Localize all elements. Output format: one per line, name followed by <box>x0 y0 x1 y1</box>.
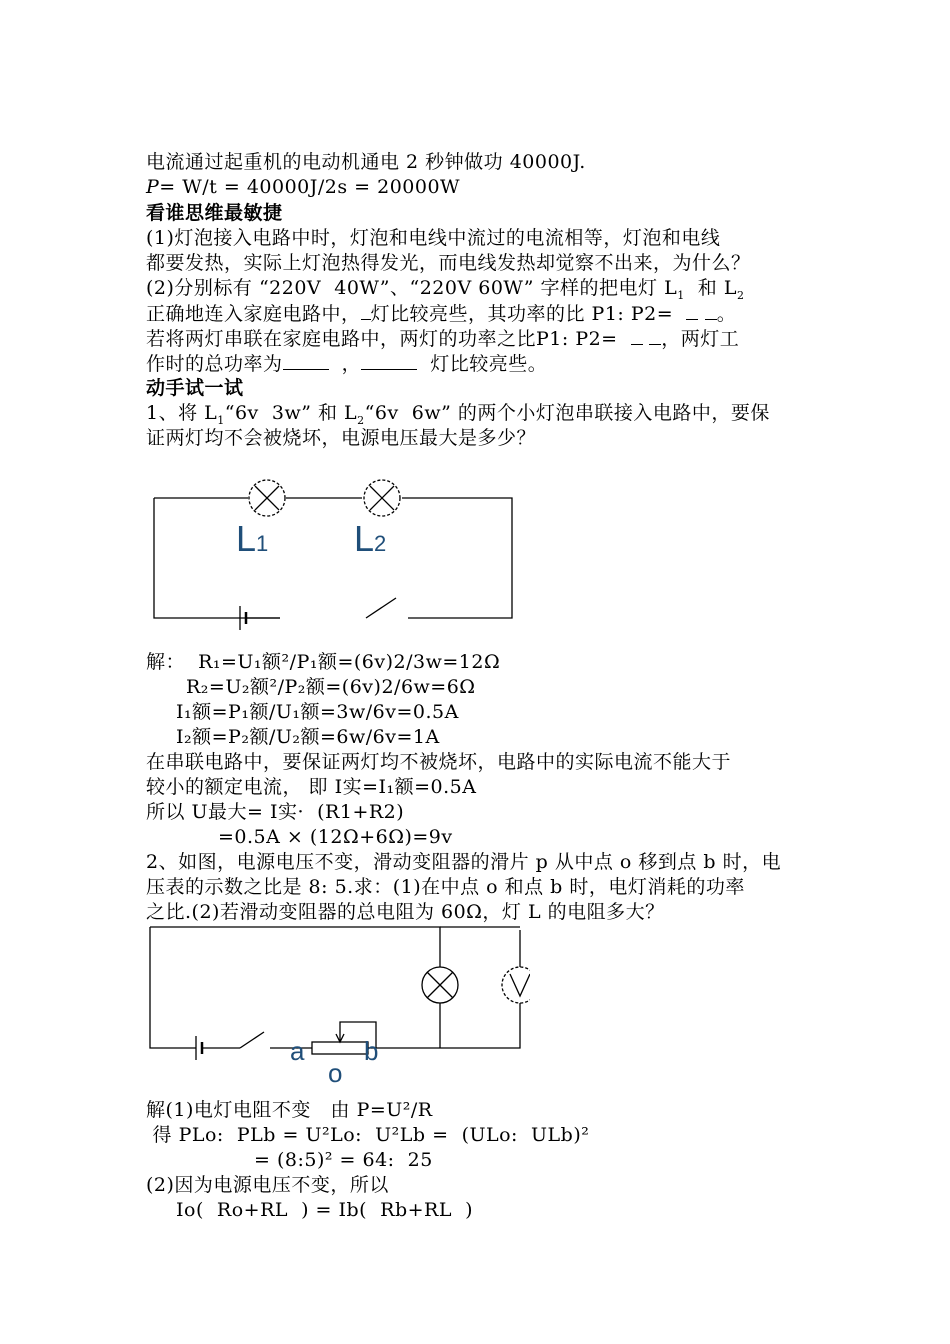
solution-1-line-2: R₂=U₂额²/P₂额=(6v)2/6w=6Ω <box>186 676 476 698</box>
circuit-diagram-2 <box>140 920 530 1080</box>
q2-b3: 。 <box>716 303 737 325</box>
answer-blank[interactable] <box>686 301 698 320</box>
lamp-l2-icon <box>364 480 400 516</box>
label-l2-sub: 2 <box>374 531 387 556</box>
section-heading-1: 看谁思维最敏捷 <box>146 202 283 224</box>
rheostat <box>312 1042 368 1054</box>
question-1-line-2: 都要发热，实际上灯泡热得发光，而电线发热却觉察不出来，为什么？ <box>146 252 751 274</box>
solution-2-line-5: Io( Ro+RL ) = Ib( Rb+RL ) <box>176 1199 473 1221</box>
switch <box>366 598 396 618</box>
wire <box>150 927 196 1048</box>
solution-2-line-2: 得 PLo: PLb = U²Lo: U²Lb = (ULo: ULb)² <box>146 1124 590 1146</box>
answer-blank[interactable] <box>283 351 329 370</box>
label-l2 <box>354 518 386 560</box>
p1-sub-1: 1 <box>217 413 225 427</box>
solution-2-line-3: = (8:5)² = 64: 25 <box>254 1149 433 1171</box>
solution-2-line-1: 解(1)电灯电阻不变 由 P=U²/R <box>146 1099 433 1121</box>
label-o: o <box>328 1058 343 1088</box>
intro-line-1: 电流通过起重机的电动机通电 2 秒钟做功 40000J. <box>146 151 586 173</box>
q2-c2: ，两灯工 <box>661 328 740 350</box>
q2-d3: 灯比较亮些。 <box>417 353 548 375</box>
solution-2-line-4: (2)因为电源电压不变，所以 <box>146 1174 389 1196</box>
q2-sub-1: 1 <box>677 288 685 302</box>
q2-b1: 正确地连入家庭电路中， <box>146 303 361 325</box>
intro-line-2 <box>146 175 460 199</box>
problem-1-line-2: 证两灯均不会被烧坏，电源电压最大是多少？ <box>146 427 537 449</box>
question-2-line-3 <box>146 326 739 351</box>
lamp-l1-icon <box>249 480 285 516</box>
label-l1-sub: 1 <box>256 531 269 556</box>
wire <box>402 498 512 618</box>
p1-a1: 1、将 L <box>146 402 218 424</box>
problem-2-line-3: 之比.(2)若滑动变阻器的总电阻为 60Ω，灯 L 的电阻多大？ <box>146 901 665 923</box>
label-b: b <box>364 1036 379 1066</box>
solution-1-line-7: 所以 U最大= I实· (R1+R2) <box>146 801 405 823</box>
p1-a3: “6v 6w” 的两个小灯泡串联接入电路中，要保 <box>364 402 770 424</box>
q2-text-a: (2)分别标有 “220V 40W”、“220V 60W” 字样的把电灯 L <box>146 277 678 299</box>
voltmeter-icon <box>502 967 530 1003</box>
answer-blank[interactable] <box>361 301 371 320</box>
problem-2-line-1: 2、如图，电源电压不变，滑动变阻器的滑片 p 从中点 o 移到点 b 时，电 <box>146 851 782 873</box>
label-l1-letter: L <box>236 518 257 559</box>
lamp-icon <box>422 967 458 1003</box>
q2-sub-2: 2 <box>736 288 745 302</box>
q2-b2: 灯比较亮些，其功率的比 P1: P2= <box>370 303 687 325</box>
problem-2-line-2: 压表的示数之比是 8: 5.求：(1)在中点 o 和点 b 时，电灯消耗的功率 <box>146 876 745 898</box>
solution-1-line-1: 解： R₁=U₁额²/P₁额=(6v)2/3w=12Ω <box>146 651 501 673</box>
answer-blank[interactable] <box>705 301 717 320</box>
answer-blank[interactable] <box>649 326 661 345</box>
switch <box>240 1032 264 1048</box>
p1-a2: “6v 3w” 和 L <box>224 402 358 424</box>
question-1-line-1: (1)灯泡接入电路中时，灯泡和电线中流过的电流相等，灯泡和电线 <box>146 227 721 249</box>
question-2-line-4 <box>146 351 547 376</box>
circuit-diagram-1 <box>140 470 530 640</box>
solution-1-line-4: I₂额=P₂额/U₂额=6w/6v=1A <box>176 726 440 748</box>
solution-1-line-8: =0.5A × (12Ω+6Ω)=9v <box>218 826 453 848</box>
p1-sub-2: 2 <box>357 413 365 427</box>
label-l2-letter: L <box>354 518 375 559</box>
power-symbol: P <box>146 176 160 198</box>
label-a: a <box>290 1036 305 1066</box>
solution-1-line-5: 在串联电路中，要保证两灯均不被烧坏，电路中的实际电流不能大于 <box>146 751 732 773</box>
wire <box>150 927 440 967</box>
answer-blank[interactable] <box>631 326 643 345</box>
power-formula: = W/t = 40000J/2s = 20000W <box>159 176 461 198</box>
question-2-line-2 <box>146 301 736 326</box>
q2-c1: 若将两灯串联在家庭电路中，两灯的功率之比P1: P2= <box>146 328 631 350</box>
answer-blank[interactable] <box>361 351 417 370</box>
section-heading-2: 动手试一试 <box>146 377 244 399</box>
solution-1-line-3: I₁额=P₁额/U₁额=3w/6v=0.5A <box>176 701 459 723</box>
q2-d2: ， <box>328 353 362 375</box>
wire <box>368 1003 520 1048</box>
q2-d1: 作时的总功率为 <box>146 353 283 375</box>
solution-1-line-6: 较小的额定电流， 即 I实=I₁额=0.5A <box>146 776 477 798</box>
label-l1 <box>236 518 268 560</box>
q2-text-b: 和 L <box>684 277 737 299</box>
